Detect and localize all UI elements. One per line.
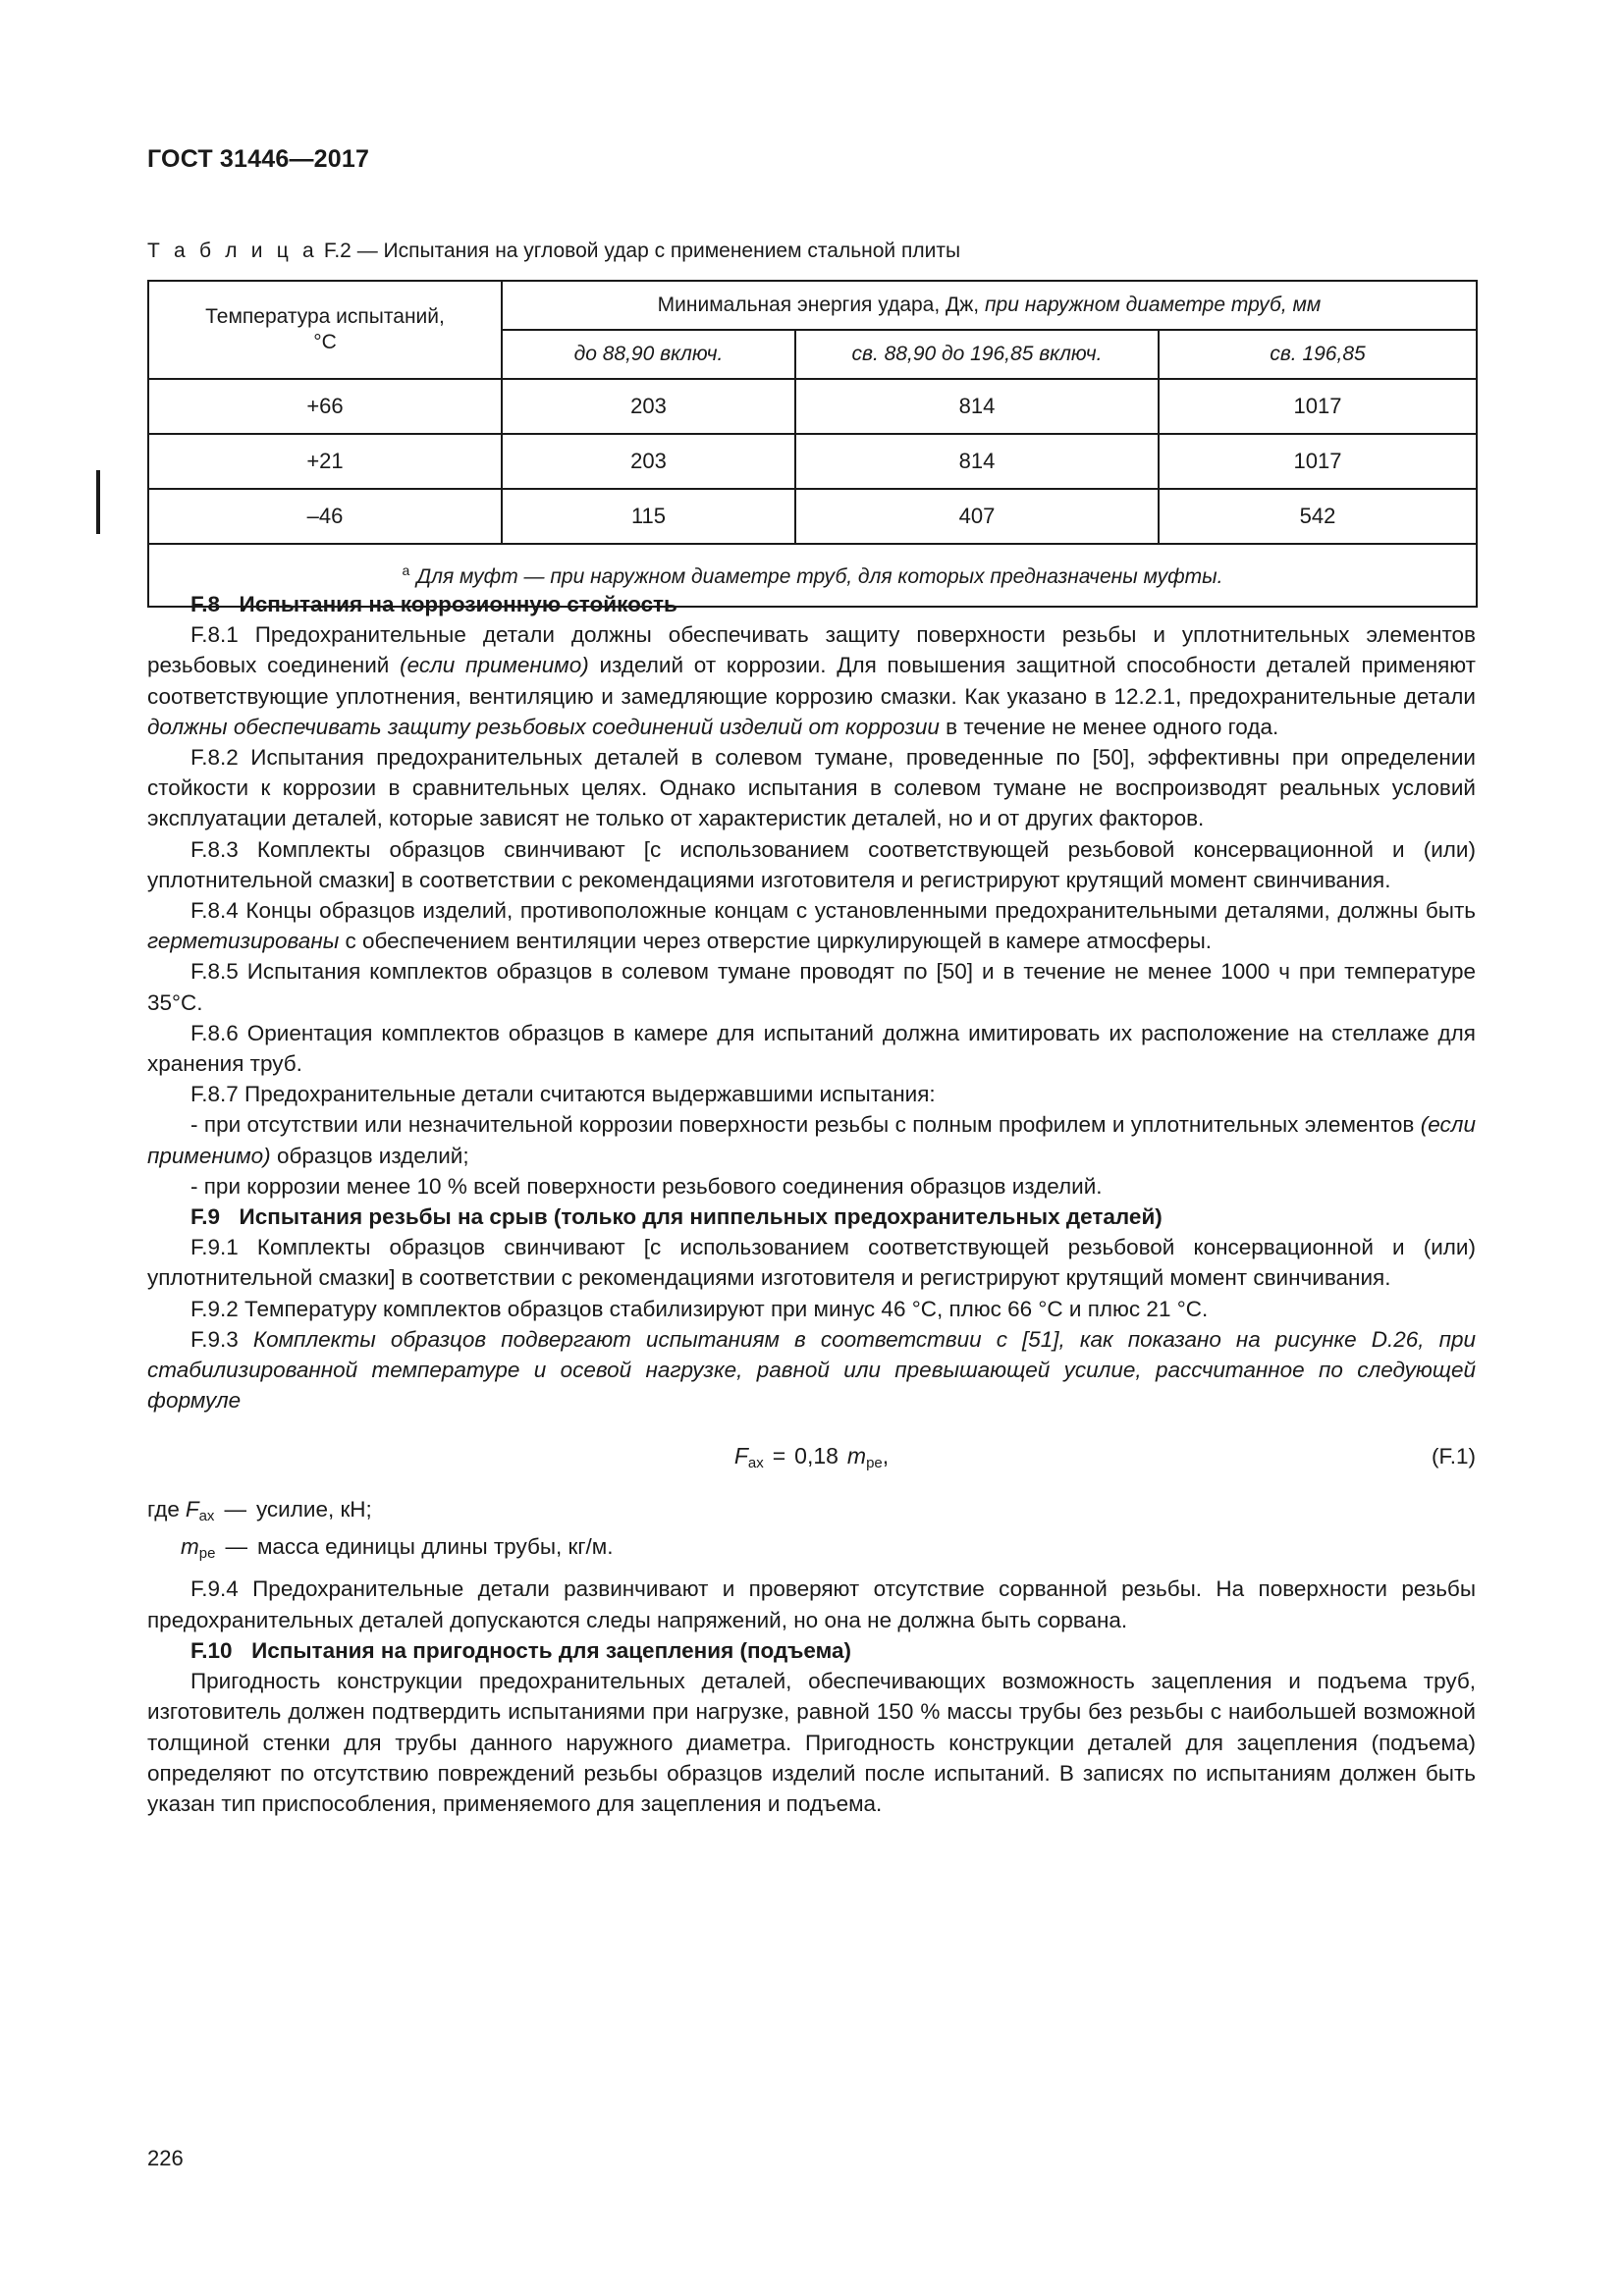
cell-energy-col1: 203: [502, 379, 795, 434]
body-content: [147, 589, 1476, 1819]
heading-f10-text: Испытания на пригодность для зацепления (подъема): [251, 1637, 851, 1663]
table-row: [148, 489, 1477, 544]
paragraph-f8-4: [147, 895, 1476, 956]
li-1-part2: образцов изделий;: [270, 1143, 469, 1168]
header-energy-label: Минимальная энергия удара, Дж,: [657, 294, 980, 316]
formula-coefficient: 0,18: [794, 1443, 839, 1469]
paragraph-f8-1: [147, 619, 1476, 742]
change-bar: [96, 470, 100, 534]
paragraph-f10-1: Пригодность конструкции предохранительных деталей, обеспечивающих возможность зацепления и подъема труб, изготовитель должен подтвердить испытаниями при нагрузке, равной 150 % массы трубы без резьбы с наибольшей возможной толщиной стенки для трубы данного наружного диаметра. Пригодность конструкции деталей для зацепления (подъема) определяют по отсутствию повреждений резьбы образцов изделий после испытаний. В записях по испытаниям должен быть указан тип приспособления, применяемого для зацепления и подъема.: [147, 1669, 1476, 1816]
paragraph-f8-3: F.8.3 Комплекты образцов свинчивают [с использованием соответствующей резьбовой консервационной и (или) уплотнительной смазки] в соответствии с рекомендациями изготовителя и регистрируют крутящий момент свинчивания.: [147, 836, 1476, 892]
cell-energy-col1: 115: [502, 489, 795, 544]
p-f8-4-part1: F.8.4 Концы образцов изделий, противоположные концам с установленными предохранительными деталями, должны быть: [190, 898, 1476, 924]
where-2-description: масса единицы длины трубы, кг/м.: [256, 1534, 614, 1560]
where-line-1: [147, 1494, 1476, 1531]
cell-energy-col2: 814: [795, 379, 1159, 434]
paragraph-f9-1: F.9.1 Комплекты образцов свинчивают [с использованием соответствующей резьбовой консервационной и (или) уплотнительной смазки] в соответствии с рекомендациями изготовителя и регистрируют крутящий момент свинчивания.: [147, 1235, 1476, 1291]
table-caption: [147, 240, 960, 263]
paragraph-f9-4: F.9.4 Предохранительные детали развинчивают и проверяют отсутствие сорванной резьбы. На поверхности резьбы предохранительных деталей допускаются следы напряжений, но она не должна быть сорвана.: [147, 1576, 1476, 1632]
heading-f9-text: Испытания резьбы на срыв (только для ниппельных предохранительных деталей): [239, 1204, 1163, 1230]
where-1-dash: —: [224, 1497, 246, 1522]
cell-temperature: +21: [148, 434, 502, 489]
p-f8-1-part3: в течение не менее одного года.: [939, 714, 1279, 739]
heading-f8-number: F.8: [190, 592, 221, 616]
cell-energy-col3: 1017: [1159, 379, 1477, 434]
header-energy-condition: при наружном диаметре труб, мм: [984, 294, 1322, 316]
cell-energy-col1: 203: [502, 434, 795, 489]
header-diameter-col3: св. 196,85: [1159, 330, 1477, 379]
table-header-row-1: [148, 281, 1477, 330]
li-1-part1: - при отсутствии или незначительной коррозии поверхности резьбы с полным профилем и уплотнительных элементов: [190, 1112, 1421, 1138]
formula-rhs-variable: m: [846, 1443, 867, 1469]
impact-energy-table: [147, 280, 1476, 608]
where-2-subscript: pe: [198, 1545, 216, 1563]
paragraph-f8-5: F.8.5 Испытания комплектов образцов в солевом тумане проводят по [50] и в течение не менее 1000 ч при температуре 35°С.: [147, 959, 1476, 1015]
paragraph-f8-7: F.8.7 Предохранительные детали считаются выдержавшими испытания:: [190, 1082, 936, 1107]
where-2-variable: m: [181, 1534, 199, 1560]
list-item-f8-7-1: [147, 1109, 1476, 1170]
cell-temperature: +66: [148, 379, 502, 434]
table-caption-label: Т а б л и ц а: [147, 240, 318, 262]
table-row: [148, 379, 1477, 434]
header-temperature: [148, 281, 502, 379]
heading-f8-text: Испытания на коррозионную стойкость: [239, 592, 677, 616]
table-row: [148, 434, 1477, 489]
header-energy: [502, 281, 1477, 330]
table-caption-number: F.2: [323, 240, 352, 262]
paragraph-f9-3: [147, 1324, 1476, 1416]
formula-where-block: [147, 1494, 1476, 1569]
heading-f9-number: F.9: [190, 1204, 221, 1230]
formula-equals: =: [772, 1443, 786, 1469]
footnote-marker: a: [402, 561, 410, 578]
heading-f10-number: F.10: [190, 1637, 233, 1663]
p-f8-1-part1: F.8.1 Предохранительные детали должны обеспечивать защиту поверхности резьбы и уплотнительных элементов резьбовых соединений: [147, 622, 1476, 678]
header-temperature-unit: °C: [313, 331, 337, 353]
formula-f1-block: [147, 1441, 1476, 1478]
p-f8-1-italic1: (если применимо): [400, 653, 589, 678]
where-label: где: [147, 1497, 180, 1522]
p-f9-3-italic: Комплекты образцов подвергают испытаниям в соответствии с [51], как показано на рисунке D.26, при стабилизированной температуре и осевой нагрузке, равной или превышающей усилие, рассчитанное по следующей формуле: [147, 1326, 1477, 1414]
li-1-italic: (если применимо): [147, 1112, 1476, 1168]
heading-f8: [147, 589, 1476, 619]
cell-temperature: –46: [148, 489, 502, 544]
paragraph-f9-2: F.9.2 Температуру комплектов образцов стабилизируют при минус 46 °С, плюс 66 °С и плюс 21 °С.: [190, 1296, 1209, 1321]
page-number: 226: [147, 2146, 184, 2170]
where-1-subscript: ax: [198, 1508, 215, 1525]
header-diameter-col1: до 88,90 включ.: [502, 330, 795, 379]
formula-lhs-subscript: ax: [747, 1455, 764, 1472]
footnote-text: Для муфт — при наружном диаметре труб, для которых предназначены муфты.: [416, 564, 1223, 588]
running-header: ГОСТ 31446—2017: [147, 145, 370, 173]
header-temperature-label: Температура испытаний,: [205, 305, 445, 329]
table-caption-dash: —: [356, 240, 378, 262]
where-1-variable: F: [185, 1497, 199, 1522]
paragraph-f8-6: F.8.6 Ориентация комплектов образцов в камере для испытаний должна имитировать их расположение на стеллаже для хранения труб.: [147, 1020, 1476, 1077]
cell-energy-col3: 1017: [1159, 434, 1477, 489]
table-caption-title: Испытания на угловой удар с применением стальной плиты: [383, 240, 961, 262]
header-diameter-col2: св. 88,90 до 196,85 включ.: [795, 330, 1159, 379]
p-f8-1-italic2: должны обеспечивать защиту резьбовых соединений изделий от коррозии: [147, 714, 940, 739]
formula-f1: [147, 1441, 1476, 1478]
cell-energy-col2: 814: [795, 434, 1159, 489]
p-f8-4-part2: с обеспечением вентиляции через отверстие циркулирующей в камере атмосферы.: [339, 929, 1213, 954]
where-2-dash: —: [225, 1534, 247, 1560]
cell-energy-col3: 542: [1159, 489, 1477, 544]
formula-comma: ,: [882, 1443, 890, 1469]
p-f8-1-part2: изделий от коррозии. Для повышения защитной способности деталей применяют соответствующие уплотнения, вентиляцию и замедляющие коррозию смазки. Как указано в 12.2.1, предохранительные детали: [147, 653, 1476, 709]
formula-lhs-variable: F: [733, 1443, 748, 1469]
p-f9-3-label: F.9.3: [190, 1326, 253, 1352]
formula-rhs-subscript: pe: [866, 1455, 883, 1472]
paragraph-f8-2: F.8.2 Испытания предохранительных деталей в солевом тумане, проведенные по [50], эффективны при определении стойкости к коррозии в сравнительных целях. Однако испытания в солевом тумане не воспроизводят реальных условий эксплуатации деталей, которые зависят не только от характеристик деталей, но и от других факторов.: [147, 745, 1476, 831]
cell-energy-col2: 407: [795, 489, 1159, 544]
where-line-2: [147, 1531, 1476, 1569]
heading-f10: [147, 1635, 1476, 1666]
list-item-f8-7-2: - при коррозии менее 10 % всей поверхности резьбового соединения образцов изделий.: [190, 1173, 1103, 1199]
formula-number: (F.1): [1432, 1444, 1476, 1469]
p-f8-4-italic: герметизированы: [147, 929, 340, 954]
where-1-description: усилие, кН;: [255, 1497, 372, 1522]
heading-f9: [147, 1201, 1476, 1232]
